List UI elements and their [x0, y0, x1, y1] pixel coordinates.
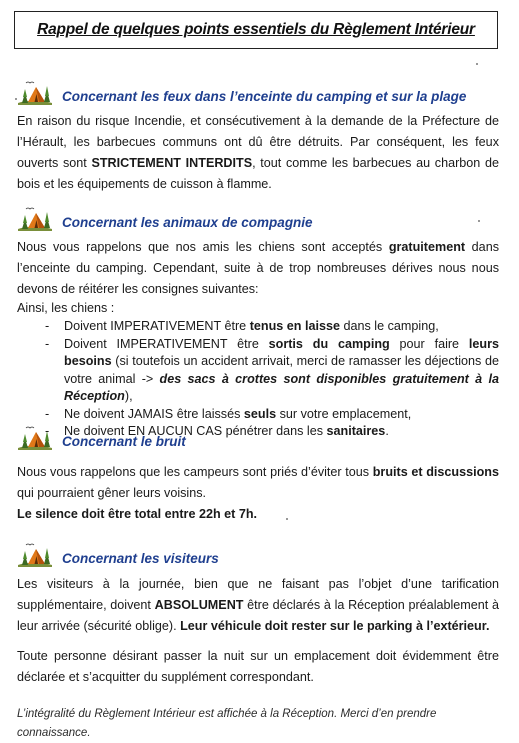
- scan-speck: [476, 63, 478, 65]
- body-text: En raison du risque Incendie, et consécutivement à la demande de la Préfecture de l’Hérault, les barbecues communs ont dû être détruits. Par conséquent, les feux ouverts sont: [17, 114, 499, 170]
- section-heading-animaux: [16, 204, 313, 232]
- body-text: être déclarés à la Réception préalablement à leur arrivée (sécurité oblige).: [17, 598, 499, 633]
- section-title: Concernant le bruit: [62, 434, 186, 449]
- emphasis-text: Leur véhicule doit rester sur le parking à l’extérieur.: [180, 619, 490, 633]
- footer-note: L’intégralité du Règlement Intérieur est affichée à la Réception. Merci d’en prendre connaissance.: [17, 708, 437, 739]
- tent-campsite-icon: [16, 423, 54, 451]
- body-text: Nous vous rappelons que les campeurs sont priés d’éviter tous: [17, 465, 373, 479]
- section-heading-feux: [16, 78, 466, 106]
- body-text: dans l’enceinte du camping. Cependant, suite à de trop nombreuses dérives nous nous devons de réitérer les consignes suivantes:: [17, 240, 499, 296]
- section-title: Concernant les animaux de compagnie: [62, 215, 313, 230]
- quiet-hours-text: Le silence doit être total entre 22h et 7h.: [17, 507, 258, 521]
- tent-campsite-icon: [16, 540, 54, 568]
- body-text: Nous vous rappelons que nos amis les chiens sont acceptés: [17, 240, 389, 254]
- body-text: , tout comme les barbecues au charbon de bois et les équipements de cuisson à flamme.: [17, 156, 499, 191]
- scan-speck: [15, 98, 17, 100]
- title-box: [14, 11, 498, 49]
- section-body-visiteurs: [17, 574, 499, 688]
- list-item: - Ne doivent JAMAIS être laissés seuls sur votre emplacement,: [17, 406, 499, 424]
- section-title: Concernant les feux dans l’enceinte du camping et sur la plage: [62, 89, 467, 104]
- body-text: Toute personne désirant passer la nuit sur un emplacement doit évidemment être déclarée et s’acquitter du supplément correspondant.: [17, 649, 499, 684]
- list-item: - Ne doivent EN AUCUN CAS pénétrer dans les sanitaires.: [17, 423, 499, 441]
- body-text: qui pourraient gêner leurs voisins.: [17, 486, 207, 500]
- scan-speck: [286, 518, 288, 520]
- scan-speck: [478, 220, 480, 222]
- body-text: Les visiteurs à la journée, bien que ne faisant pas l’objet d’une tarification supplémentaire, doivent: [17, 577, 499, 612]
- section-body-feux: [17, 111, 499, 195]
- section-body-animaux: [17, 237, 499, 441]
- emphasis-text: ABSOLUMENT: [154, 598, 244, 612]
- emphasis-text: STRICTEMENT INTERDITS: [91, 156, 253, 170]
- section-title: Concernant les visiteurs: [62, 551, 219, 566]
- tent-campsite-icon: [16, 204, 54, 232]
- section-heading-bruit: [16, 423, 186, 451]
- list-item: - Doivent IMPERATIVEMENT être sortis du camping pour faire leurs besoins (si toutefois un accident arrivait, merci de ramasser les déjections de votre animal -> des sacs à crottes sont disponibles gratuitement à la Réception),: [17, 336, 499, 406]
- section-heading-visiteurs: [16, 540, 219, 568]
- list-item: - Doivent IMPERATIVEMENT être tenus en laisse dans le camping,: [17, 318, 499, 336]
- emphasis-text: bruits et discussions: [372, 465, 500, 479]
- emphasis-text: gratuitement: [388, 240, 466, 254]
- tent-campsite-icon: [16, 78, 54, 106]
- list-intro: Ainsi, les chiens :: [17, 301, 115, 315]
- section-body-bruit: [17, 462, 499, 525]
- document-title: Rappel de quelques points essentiels du Règlement Intérieur: [37, 21, 475, 38]
